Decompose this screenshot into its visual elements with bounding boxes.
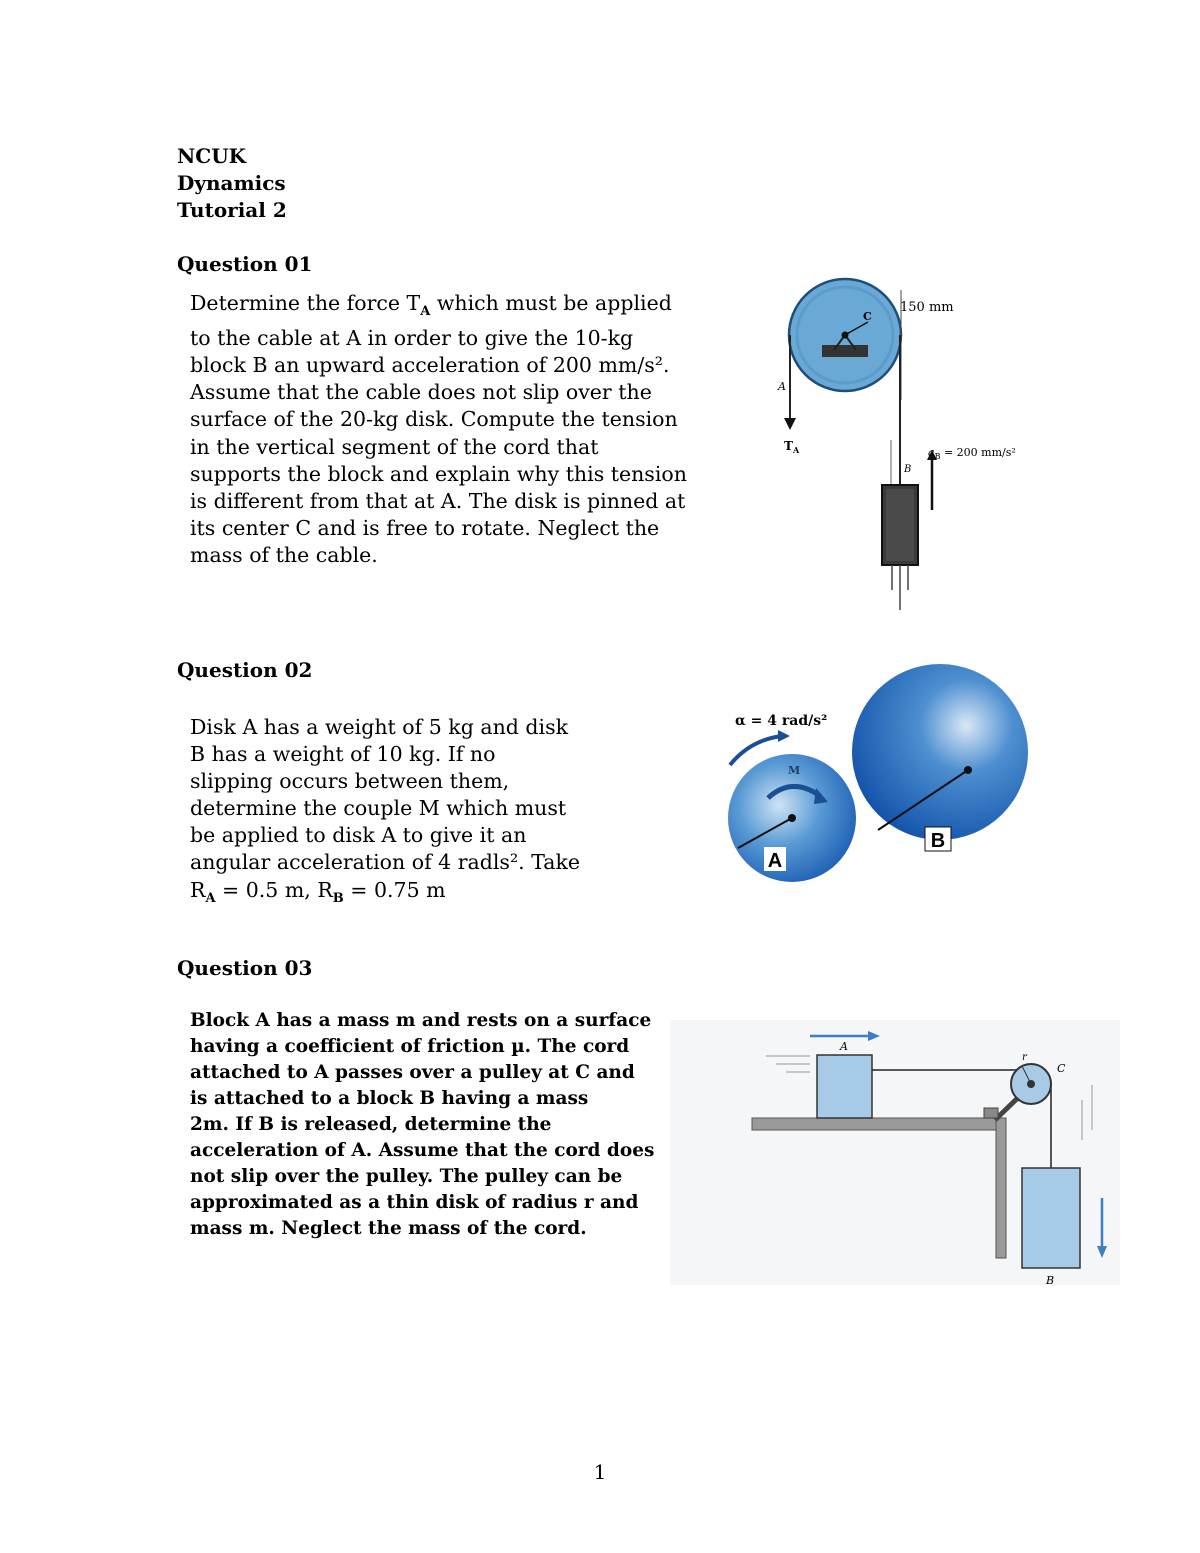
q2-line-4: determine the couple M which must [190, 796, 567, 821]
q2-line-2: B has a weight of 10 kg. If no [190, 742, 496, 767]
q1-line-6: in the vertical segment of the cord that [190, 434, 599, 459]
label-c: C [863, 310, 872, 323]
q1-line-9: its center C and is free to rotate. Neglect the [190, 515, 660, 540]
q3-line-9: mass m. Neglect the mass of the cord. [190, 1218, 587, 1239]
q3-line-1: Block A has a mass m and rests on a surface [190, 1010, 652, 1031]
two-disks-figure [720, 650, 1090, 900]
label-ta: $T_A$ [784, 439, 800, 455]
page-number: 1 [593, 1460, 607, 1484]
header-line-dynamics: Dynamics [177, 171, 286, 195]
table-edge [996, 1118, 1006, 1258]
pulley-disk-figure [760, 270, 1080, 620]
disk-b [852, 664, 1028, 840]
question-01-title: Question 01 [177, 252, 313, 276]
q1-line-3: block B an upward acceleration of 200 mm/s². [190, 353, 670, 378]
disk-a-center [788, 814, 796, 822]
block-a-label: A [840, 1040, 848, 1053]
label-a: A [778, 380, 786, 393]
accel-label: $a_B = 200$ mm/s² [928, 446, 1016, 461]
q2-line-6: angular acceleration of 4 radls². Take [190, 850, 581, 875]
table-top [752, 1118, 1002, 1130]
q3-line-6: acceleration of A. Assume that the cord does [190, 1140, 655, 1161]
question-01-text [190, 290, 687, 569]
question-03-title: Question 03 [177, 956, 313, 980]
header-line-tutorial: Tutorial 2 [177, 198, 287, 222]
q2-line-3: slipping occurs between them, [190, 769, 510, 794]
alpha-arrowhead [778, 730, 790, 742]
alpha-label: α = 4 rad/s² [735, 713, 828, 729]
question-02-title: Question 02 [177, 658, 313, 682]
pulley-c-label: C [1057, 1062, 1066, 1075]
disk-a-label: A [767, 850, 783, 872]
q1-line-4: Assume that the cable does not slip over the [190, 380, 652, 405]
couple-label: M [788, 764, 801, 777]
bracket-mount [984, 1108, 998, 1118]
q1-line-1: Determine the force $T_A$ which must be applied [190, 291, 672, 320]
q2-line-5: be applied to disk A to give it an [190, 823, 527, 848]
q3-line-2: having a coefficient of friction µ. The cord [190, 1036, 630, 1057]
q1-line-7: supports the block and explain why this tension [190, 461, 687, 486]
radius-label: 150 mm [900, 300, 954, 315]
pin-bracket [822, 345, 868, 357]
q1-line-2: to the cable at A in order to give the 10-kg [190, 326, 634, 351]
block-pulley-figure [670, 1020, 1120, 1295]
block-b-texture [886, 489, 914, 561]
pulley-r-label: r [1022, 1052, 1027, 1063]
block-a [817, 1055, 872, 1118]
q1-line-5: surface of the 20-kg disk. Compute the tension [190, 407, 678, 432]
block-b-label: B [1046, 1274, 1055, 1287]
question-02-text [190, 714, 580, 912]
q3-line-4: is attached to a block B having a mass [190, 1088, 589, 1109]
block-b [1022, 1168, 1080, 1268]
q2-line-1: Disk A has a weight of 5 kg and disk [190, 715, 569, 739]
q3-line-5: 2m. If B is released, determine the [190, 1114, 552, 1135]
q1-line-8: is different from that at A. The disk is pinned at [190, 488, 686, 513]
question-03-text [190, 1008, 654, 1242]
q3-line-3: attached to A passes over a pulley at C and [190, 1062, 635, 1083]
disk-b-center [964, 766, 972, 774]
disk-b-label: B [930, 830, 946, 852]
q3-line-7: not slip over the pulley. The pulley can be [190, 1166, 623, 1187]
header-line-ncuk: NCUK [177, 144, 247, 168]
ta-arrowhead [784, 418, 796, 430]
q2-line-7: $R_A = 0.5$ m, $R_B = 0.75$ m [190, 877, 446, 906]
q3-line-8: approximated as a thin disk of radius r and [190, 1192, 639, 1213]
label-b: B [904, 464, 912, 475]
q1-line-10: mass of the cable. [190, 542, 378, 567]
